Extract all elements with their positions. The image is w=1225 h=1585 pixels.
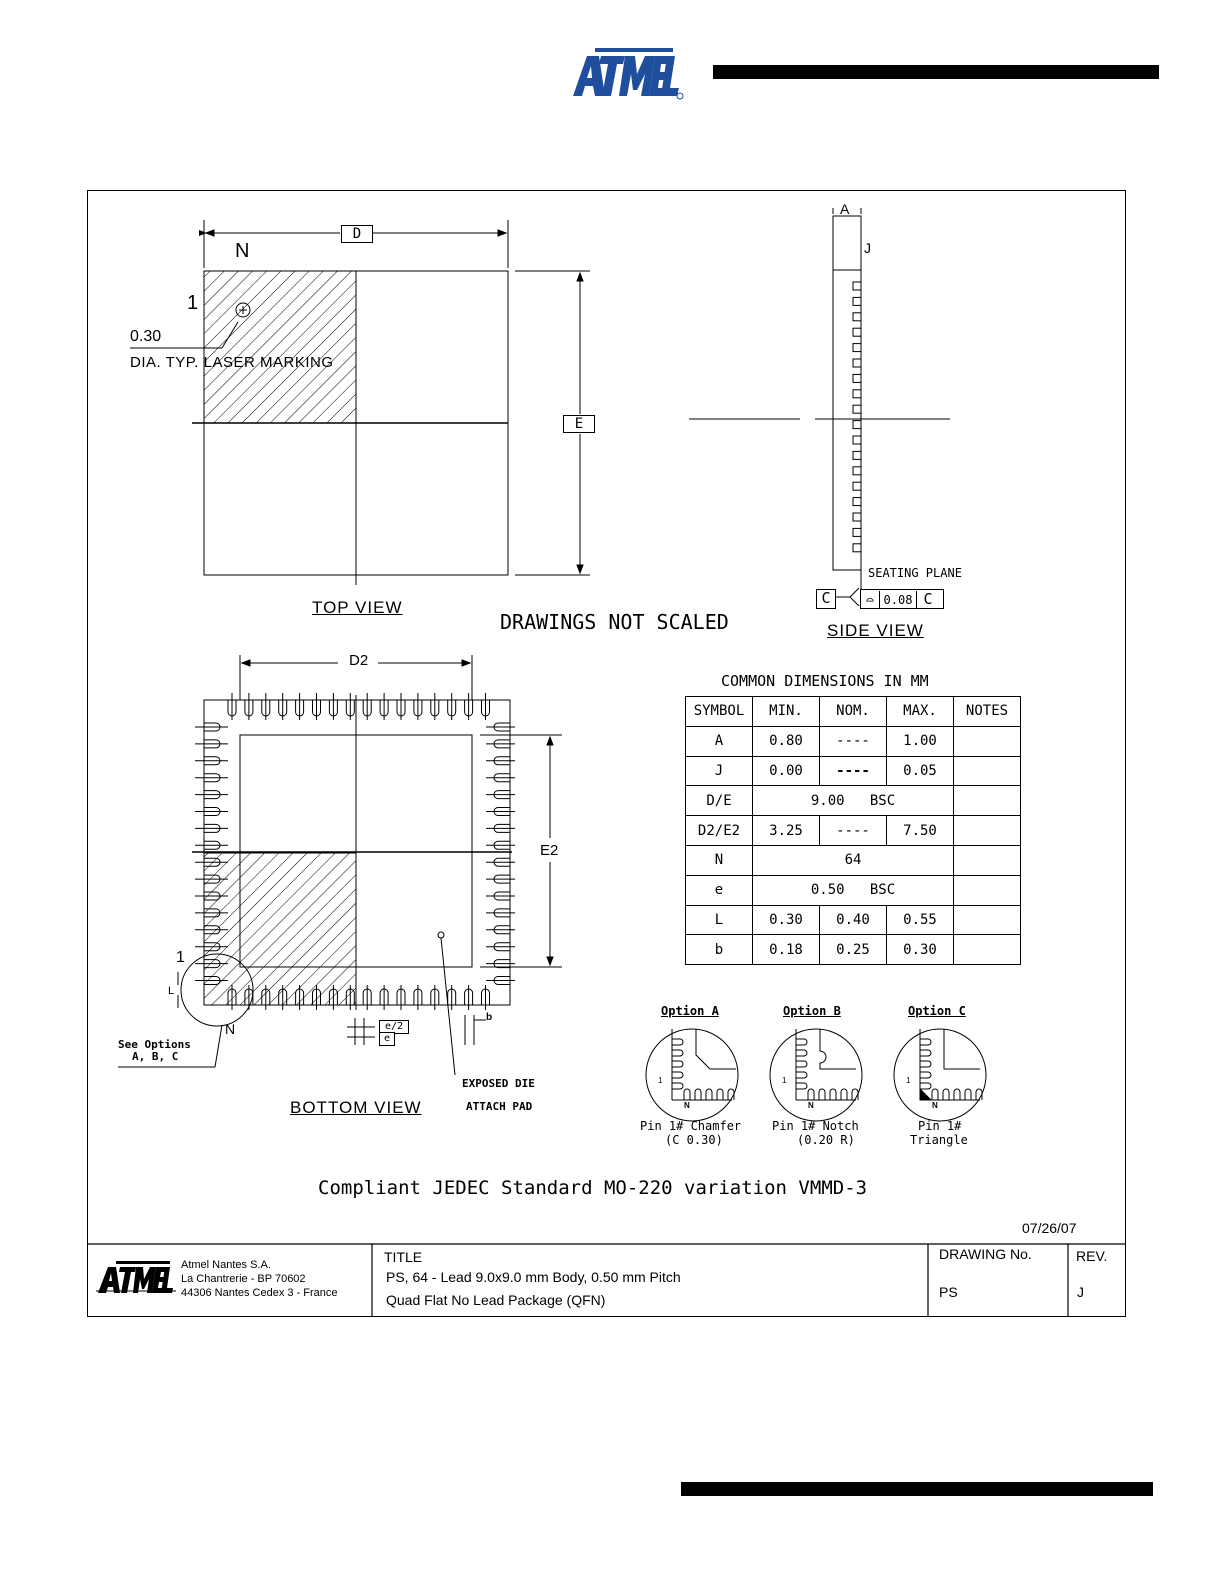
table-cell: 0.55 (887, 905, 954, 935)
option-a-pinn: N (684, 1101, 690, 1110)
bottom-view-caption: BOTTOM VIEW (290, 1098, 422, 1117)
title-line2: Quad Flat No Lead Package (QFN) (386, 1292, 606, 1308)
drawing-no-value: PS (939, 1284, 958, 1300)
option-a-title: Option A (661, 1004, 719, 1018)
bottom-pin-n: N (225, 1021, 236, 1037)
side-dim-J: J (864, 240, 871, 256)
company-line3: 44306 Nantes Cedex 3 - France (181, 1287, 338, 1299)
option-c-pinn: N (932, 1101, 938, 1110)
drawing-no-label: DRAWING No. (939, 1246, 1032, 1262)
flatness-datum: C (923, 590, 933, 608)
option-c-line2: Triangle (910, 1133, 968, 1147)
table-title: COMMON DIMENSIONS IN MM (721, 672, 929, 690)
flatness-value: 0.08 (880, 591, 917, 609)
flatness-icon: ⌓ (861, 591, 880, 609)
option-b-title: Option B (783, 1004, 841, 1018)
top-view-pin-1: 1 (187, 292, 199, 314)
option-a-pin1: 1 (658, 1076, 663, 1085)
table-cell: e (686, 875, 753, 905)
table-cell: 0.30 (887, 935, 954, 965)
not-scaled-note: DRAWINGS NOT SCALED (500, 610, 729, 634)
dim-D-label: D (352, 226, 362, 242)
table-cell: J (686, 756, 753, 786)
table-cell: A (686, 726, 753, 756)
table-cell: 0.30 (753, 905, 820, 935)
top-view-pin-n: N (235, 240, 250, 262)
table-cell: 7.50 (887, 816, 954, 846)
table-cell: 0.05 (887, 756, 954, 786)
table-cell: L (686, 905, 753, 935)
table-cell: N (686, 845, 753, 875)
table-cell: b (686, 935, 753, 965)
company-line2: La Chantrerie - BP 70602 (181, 1273, 306, 1285)
table-cell: ---- (820, 816, 887, 846)
exposed-die-label: EXPOSED DIE (462, 1077, 535, 1090)
dim-D2-label: D2 (349, 652, 369, 669)
dim-E2-label: E2 (540, 842, 559, 859)
table-cell: 0.80 (753, 726, 820, 756)
table-cell: 3.25 (753, 816, 820, 846)
attach-pad-label: ATTACH PAD (466, 1100, 533, 1113)
seating-plane: SEATING PLANE (868, 566, 962, 580)
option-c-title: Option C (908, 1004, 966, 1018)
option-c-line1: Pin 1# (918, 1119, 962, 1133)
table-cell: 0.18 (753, 935, 820, 965)
dim-E-label: E (574, 416, 584, 432)
compliance-note: Compliant JEDEC Standard MO-220 variation VMMD-3 (318, 1177, 868, 1199)
side-view-caption: SIDE VIEW (827, 621, 924, 640)
atmel-logo-small (96, 1259, 176, 1295)
marking-size: 0.30 (130, 328, 162, 345)
table-header-cell: NOM. (820, 697, 887, 727)
table-header-cell: NOTES (954, 697, 1021, 727)
table-cell: ---- (820, 756, 887, 786)
marking-text: DIA. TYP. LASER MARKING (130, 354, 334, 371)
option-c-pin1: 1 (906, 1076, 911, 1085)
table-cell: 9.00 BSC (753, 786, 954, 816)
dim-e2-label: e/2 (384, 1021, 404, 1032)
option-a-line1: Pin 1# Chamfer (640, 1119, 742, 1133)
title-line1: PS, 64 - Lead 9.0x9.0 mm Body, 0.50 mm Pitch (386, 1269, 681, 1285)
company-line1: Atmel Nantes S.A. (181, 1259, 271, 1271)
table-cell: 0.25 (820, 935, 887, 965)
option-b-pinn: N (808, 1101, 814, 1110)
table-cell: 0.40 (820, 905, 887, 935)
bottom-pin-1: 1 (176, 949, 185, 966)
table-cell: 0.50 BSC (753, 875, 954, 905)
table-cell: 0.00 (753, 756, 820, 786)
table-cell: D2/E2 (686, 816, 753, 846)
option-b-pin1: 1 (782, 1076, 787, 1085)
see-options: See Options (118, 1038, 191, 1051)
title-label: TITLE (384, 1249, 423, 1265)
option-b-line2: (0.20 R) (797, 1133, 855, 1147)
rev-label: REV. (1076, 1248, 1108, 1264)
options-list: A, B, C (132, 1050, 179, 1063)
table-header-cell: MAX. (887, 697, 954, 727)
top-view-caption: TOP VIEW (312, 598, 403, 617)
side-dim-A: A (840, 201, 850, 217)
table-header-cell: SYMBOL (686, 697, 753, 727)
dim-b-label: b (486, 1012, 493, 1023)
datum-c-label: C (821, 589, 831, 607)
option-b-line1: Pin 1# Notch (772, 1119, 859, 1133)
drawing-date: 07/26/07 (1022, 1220, 1077, 1236)
option-a-line2: (C 0.30) (665, 1133, 723, 1147)
rev-value: J (1077, 1284, 1084, 1300)
table-header-cell: MIN. (753, 697, 820, 727)
table-cell: 64 (753, 845, 954, 875)
table-cell: 1.00 (887, 726, 954, 756)
bottom-dim-L: L (168, 985, 175, 997)
dim-e-label: e (383, 1033, 391, 1044)
table-cell: ---- (820, 726, 887, 756)
table-cell: D/E (686, 786, 753, 816)
